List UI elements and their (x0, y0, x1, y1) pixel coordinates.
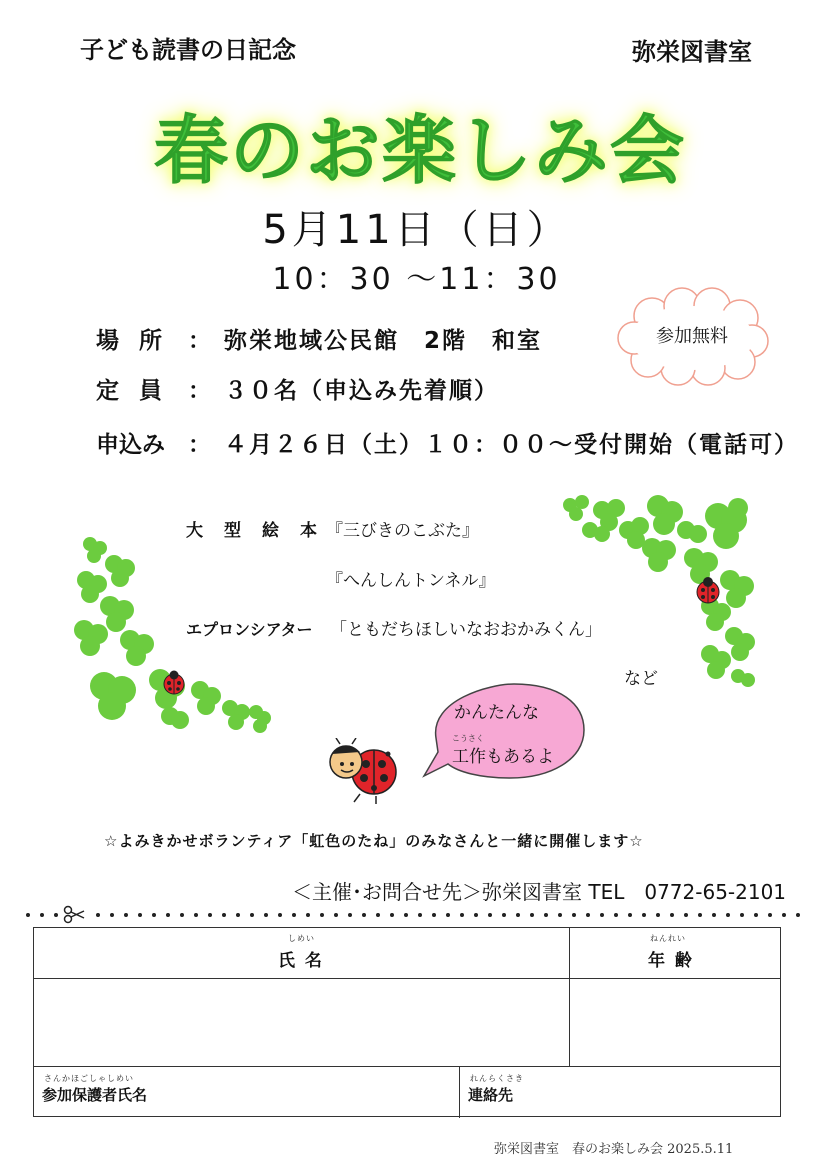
program-etc: など (624, 669, 658, 689)
event-time: 10：30 ～11：30 (272, 262, 561, 297)
apron-theater-title: 「ともだちほしいなおおかみくん」 (330, 620, 602, 640)
cut-line (22, 904, 812, 924)
guardian-name-label: 参加保護者氏名 (42, 1086, 148, 1104)
clover-cluster-right (560, 490, 770, 690)
age-header: 年 齢 (648, 951, 694, 971)
bubble-ruby: こうさく (452, 734, 484, 743)
age-ruby: ねんれい (650, 934, 686, 943)
contact-label: 連絡先 (468, 1086, 514, 1104)
big-picture-book-1: 『三びきのこぶた』 (326, 521, 479, 541)
big-picture-book-2: 『へんしんトンネル』 (326, 571, 496, 591)
name-field[interactable] (36, 981, 566, 1063)
place-value: 弥栄地域公民館 2階 和室 (224, 328, 543, 354)
contact-info: ＜主催･お問合せ先＞弥栄図書室 TEL 0772-65-2101 (292, 880, 787, 904)
place-colon: ： (188, 328, 211, 354)
scissors-icon (65, 907, 85, 923)
apron-theater-label: エプロンシアター (186, 620, 313, 639)
application-colon: ： (188, 432, 211, 458)
capacity-label: 定 員 (96, 378, 169, 404)
speech-bubble (410, 680, 590, 785)
event-date: 5月11日（日） (262, 207, 571, 253)
contact-ruby: れんらくさき (470, 1074, 524, 1083)
guardian-name-field[interactable] (164, 1069, 454, 1115)
title-block (140, 92, 700, 192)
place-label: 場 所 (96, 328, 169, 354)
capacity-colon: ： (188, 378, 211, 404)
name-header: 氏 名 (278, 951, 324, 971)
ladybug-character (326, 738, 406, 804)
volunteer-note: ☆よみきかせボランティア「虹色のたね」のみなさんと一緒に開催します☆ (104, 832, 644, 850)
organization-name: 弥栄図書室 (632, 38, 752, 66)
event-subtitle: 子ども読書の日記念 (80, 36, 296, 64)
bubble-line-1: かんたんな (454, 703, 539, 723)
guardian-ruby: さんかほごしゃしめい (44, 1074, 134, 1083)
registration-form (33, 927, 781, 1117)
big-picture-book-label: 大 型 絵 本 (186, 521, 319, 541)
name-ruby: しめい (288, 934, 315, 943)
age-field[interactable] (572, 981, 778, 1063)
capacity-value: ３０名（申込み先着順） (224, 378, 499, 404)
event-title: 春のお楽しみ会 (154, 108, 686, 194)
application-value: ４月２６日（土）１０：００～受付開始（電話可） (224, 432, 799, 458)
footer-note: 弥栄図書室 春のお楽しみ会 2025.5.11 (494, 1142, 734, 1157)
application-label: 申込み (96, 432, 165, 458)
bubble-line-2: 工作もあるよ (452, 747, 554, 767)
free-admission-badge: 参加無料 (656, 326, 728, 347)
contact-field[interactable] (534, 1069, 774, 1115)
